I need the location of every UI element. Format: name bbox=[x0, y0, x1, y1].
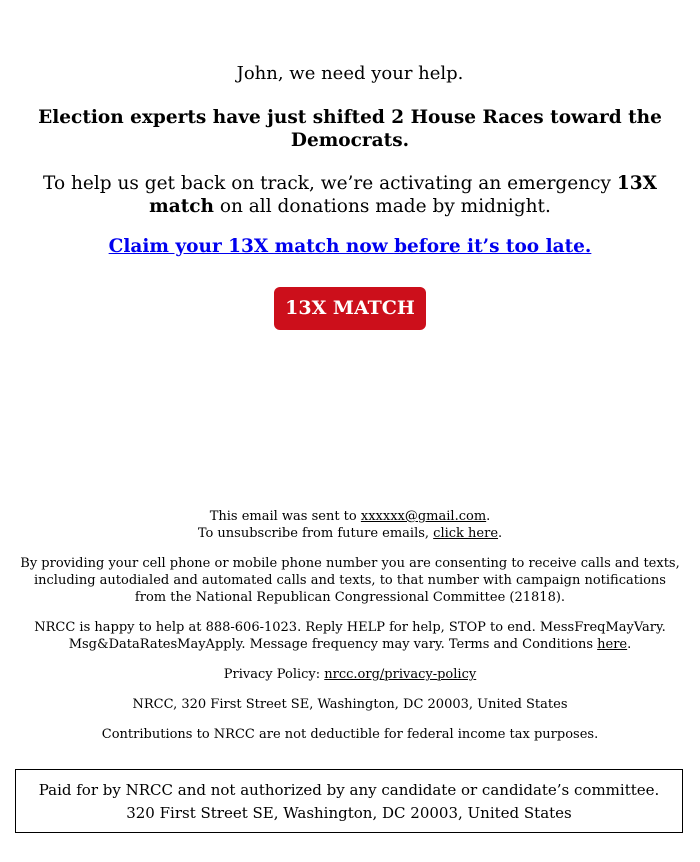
claim-match-link[interactable]: Claim your 13X match now before it’s too late. bbox=[108, 236, 592, 257]
sent-text: This email was sent to bbox=[209, 509, 361, 524]
cta-container bbox=[0, 287, 700, 330]
match-button[interactable]: 13X MATCH bbox=[274, 287, 426, 330]
privacy-policy-link[interactable]: nrcc.org/privacy-policy bbox=[324, 667, 477, 682]
body-text-start: To help us get back on track, we’re activating an emergency bbox=[43, 173, 617, 194]
unsubscribe-link[interactable]: click here bbox=[433, 526, 499, 541]
sent-period: . bbox=[486, 509, 491, 524]
paid-for-disclaimer: Paid for by NRCC and not authorized by any candidate or candidate’s committee. 320 First Street SE, Washington, DC 20003, United States bbox=[15, 769, 683, 833]
body-paragraph bbox=[22, 172, 678, 218]
body-text-end: on all donations made by midnight. bbox=[213, 196, 551, 217]
terms-link[interactable]: here bbox=[597, 637, 628, 652]
help-text: NRCC is happy to help at 888-606-1023. Reply HELP for help, STOP to end. MessFreqMayVary. Msg&DataRatesMayApply. Message frequency may vary. Terms and Conditions bbox=[34, 620, 666, 652]
recipient-email-link[interactable]: xxxxxx@gmail.com bbox=[360, 509, 487, 524]
address-text: NRCC, 320 First Street SE, Washington, DC 20003, United States bbox=[132, 697, 568, 712]
unsubscribe-text: To unsubscribe from future emails, bbox=[197, 526, 434, 541]
unsubscribe-period: . bbox=[498, 526, 503, 541]
consent-text: By providing your cell phone or mobile phone number you are consenting to receive calls and texts, including autodialed and automated calls and texts, to that number with campaign notifications from the National Republican Congressional Committee (21818). bbox=[20, 556, 680, 605]
help-period: . bbox=[627, 637, 632, 652]
privacy-label: Privacy Policy: bbox=[223, 667, 325, 682]
greeting-text: John, we need your help. bbox=[236, 63, 464, 84]
contributions-notice: Contributions to NRCC are not deductible for federal income tax purposes. bbox=[101, 727, 599, 742]
claim-paragraph bbox=[0, 235, 700, 259]
match-highlight: 13X match bbox=[149, 173, 657, 217]
privacy-notice bbox=[20, 666, 680, 683]
help-notice bbox=[20, 619, 680, 653]
sent-notice bbox=[20, 508, 680, 542]
headline-text: Election experts have just shifted 2 House Races toward the Democrats. bbox=[38, 107, 662, 151]
email-footer bbox=[20, 508, 680, 756]
